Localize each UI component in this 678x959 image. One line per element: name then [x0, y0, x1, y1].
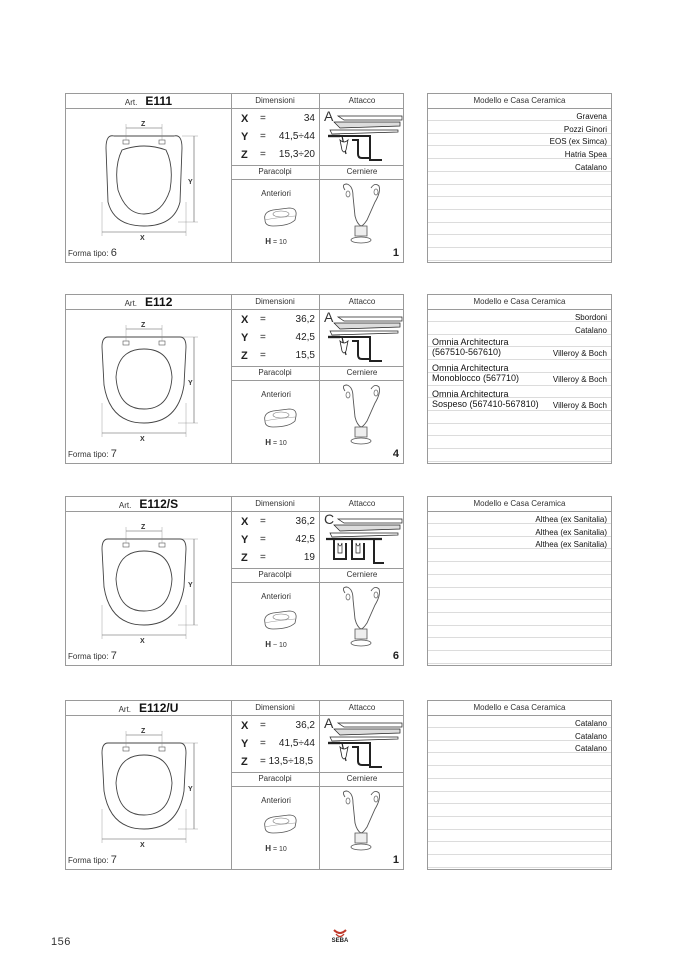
attacco-diagram — [324, 110, 404, 162]
manufacturer: Gravena — [576, 112, 607, 121]
product-section — [65, 700, 612, 870]
manufacturer: Catalano — [574, 744, 607, 754]
dim-y-value: 42,5 — [295, 534, 315, 545]
manufacturer: Hatria Spea — [564, 150, 607, 160]
product-card — [65, 294, 404, 464]
attacco-header: Attacco — [348, 703, 376, 712]
table-rule — [428, 650, 611, 651]
table-rule — [428, 829, 611, 830]
table-rule — [428, 663, 611, 664]
models-table — [427, 93, 612, 263]
bumper-icon — [259, 609, 299, 633]
article-header — [66, 295, 231, 309]
bumper-height: H = 10 — [265, 237, 287, 246]
seat-drawing — [66, 110, 231, 250]
hinge-number: 4 — [392, 448, 399, 460]
attacco-header: Attacco — [348, 499, 376, 508]
dim-x: X = 36,2 — [241, 314, 315, 326]
svg-text:Z: Z — [141, 524, 146, 531]
dim-y-value: 41,5÷44 — [278, 131, 315, 142]
dimensioni-header: Dimensioni — [255, 499, 295, 508]
table-rule — [428, 599, 611, 600]
hinge-number: 1 — [392, 247, 399, 259]
anteriori-label: Anteriori — [261, 390, 291, 399]
table-rule — [428, 612, 611, 613]
paracolpi-header: Paracolpi — [258, 167, 292, 176]
attacco-diagram — [324, 513, 404, 565]
dimensioni-header: Dimensioni — [255, 703, 295, 712]
forma-tipo: Forma tipo: 7 — [68, 448, 117, 460]
dim-y: Y = 42,5 — [241, 332, 315, 344]
manufacturer: Villeroy & Boch — [552, 401, 607, 411]
table-rule — [428, 816, 611, 817]
table-rule — [428, 587, 611, 588]
table-rule — [428, 625, 611, 626]
attacco-letter: A — [324, 309, 334, 325]
cerniere-header: Cerniere — [346, 167, 378, 176]
product-card — [65, 93, 404, 263]
table-rule — [428, 791, 611, 792]
dim-x-value: 36,2 — [295, 516, 315, 527]
paracolpi-header: Paracolpi — [258, 774, 292, 783]
table-rule — [428, 765, 611, 766]
svg-text:X: X — [140, 638, 145, 645]
cerniere-header: Cerniere — [346, 570, 378, 579]
article-header — [66, 94, 231, 108]
manufacturer: Althea (ex Sanitalia) — [535, 527, 607, 537]
anteriori-label: Anteriori — [261, 796, 291, 805]
svg-text:X: X — [140, 235, 145, 242]
cerniere-header: Cerniere — [346, 774, 378, 783]
dim-x-value: 36,2 — [295, 314, 315, 325]
dim-z: Z = 13,5÷18,5 — [241, 756, 314, 768]
model-name — [432, 363, 519, 383]
svg-text:Y: Y — [188, 582, 193, 589]
product-section — [65, 496, 612, 666]
models-header: Modello e Casa Ceramica — [428, 701, 611, 716]
manufacturer: Catalano — [574, 325, 607, 335]
svg-text:Z: Z — [141, 322, 146, 329]
bumper-icon — [259, 206, 299, 230]
models-table — [427, 294, 612, 464]
model-row — [432, 363, 607, 387]
article-code: E112/S — [139, 497, 179, 511]
manufacturer: Althea (ex Sanitalia) — [535, 515, 607, 524]
manufacturer: EOS (ex Simca) — [549, 137, 607, 147]
dim-z: Z = 15,5 — [241, 350, 315, 362]
models-table — [427, 700, 612, 870]
dim-y: Y = 42,5 — [241, 534, 315, 546]
svg-text:Y: Y — [188, 179, 193, 186]
svg-text:Y: Y — [188, 786, 193, 793]
svg-text:Y: Y — [188, 380, 193, 387]
paracolpi-header: Paracolpi — [258, 570, 292, 579]
article-code: E112 — [145, 295, 173, 309]
dim-z-value: = 13,5÷18,5 — [260, 756, 314, 767]
table-rule — [428, 196, 611, 197]
model-name-line1: Omnia Architectura — [432, 363, 509, 374]
models-table — [427, 496, 612, 666]
model-name — [432, 389, 539, 409]
dim-y: Y = 41,5÷44 — [241, 738, 315, 750]
table-rule — [428, 209, 611, 210]
dimensioni-header: Dimensioni — [255, 297, 295, 306]
models-header: Modello e Casa Ceramica — [428, 295, 611, 310]
dim-x: X = 34 — [241, 113, 315, 125]
models-header: Modello e Casa Ceramica — [428, 497, 611, 512]
manufacturer: Villeroy & Boch — [552, 375, 607, 385]
anteriori-label: Anteriori — [261, 189, 291, 198]
manufacturer: Pozzi Ginori — [563, 124, 607, 134]
attacco-diagram — [324, 717, 404, 769]
table-rule — [428, 854, 611, 855]
bumper-icon — [259, 407, 299, 431]
table-rule — [428, 184, 611, 185]
manufacturer: Villeroy & Boch — [552, 349, 607, 359]
anteriori-label: Anteriori — [261, 592, 291, 601]
dim-x-value: 34 — [303, 113, 315, 124]
product-section — [65, 294, 612, 464]
table-rule — [428, 423, 611, 424]
table-rule — [428, 841, 611, 842]
manufacturer: Catalano — [574, 731, 607, 741]
model-name — [432, 337, 509, 357]
hinge-number: 6 — [392, 650, 399, 662]
svg-text:Z: Z — [141, 121, 146, 128]
svg-text:X: X — [140, 842, 145, 849]
bumper-icon — [259, 813, 299, 837]
table-rule — [428, 247, 611, 248]
article-label: Art. — [124, 299, 138, 308]
dim-x: X = 36,2 — [241, 516, 315, 528]
table-rule — [428, 435, 611, 436]
article-label: Art. — [118, 705, 132, 714]
dim-z-value: 19 — [303, 552, 315, 563]
article-header — [66, 701, 231, 715]
attacco-letter: A — [324, 715, 334, 731]
dimensioni-header: Dimensioni — [255, 96, 295, 105]
forma-tipo: Forma tipo: 7 — [68, 650, 117, 662]
table-rule — [428, 448, 611, 449]
dim-y-value: 41,5÷44 — [278, 738, 315, 749]
seat-drawing — [66, 311, 231, 451]
svg-text:Z: Z — [141, 728, 146, 735]
dim-z: Z = 19 — [241, 552, 315, 564]
article-code: E112/U — [139, 701, 179, 715]
forma-tipo: Forma tipo: 6 — [68, 247, 117, 259]
bumper-height: H = 10 — [265, 438, 287, 447]
attacco-header: Attacco — [348, 96, 376, 105]
bumper-height: H ~ 10 — [265, 640, 287, 649]
table-rule — [428, 561, 611, 562]
models-header: Modello e Casa Ceramica — [428, 94, 611, 109]
cerniere-header: Cerniere — [346, 368, 378, 377]
forma-tipo: Forma tipo: 7 — [68, 854, 117, 866]
dim-y: Y = 41,5÷44 — [241, 131, 315, 143]
seat-drawing — [66, 513, 231, 653]
manufacturer: Catalano — [574, 719, 607, 728]
brand-logo — [325, 928, 355, 944]
dim-z: Z = 15,3÷20 — [241, 149, 315, 161]
hinge-icon — [331, 789, 391, 859]
attacco-letter: C — [324, 511, 335, 527]
dim-z-value: 15,5 — [295, 350, 315, 361]
attacco-header: Attacco — [348, 297, 376, 306]
model-name-line2: (567510-567610) — [432, 347, 502, 358]
attacco-letter: A — [324, 108, 334, 124]
table-rule — [428, 778, 611, 779]
dim-x: X = 36,2 — [241, 720, 315, 732]
article-header — [66, 497, 231, 511]
hinge-icon — [331, 182, 391, 252]
model-row — [432, 389, 607, 413]
table-rule — [428, 260, 611, 261]
table-rule — [428, 222, 611, 223]
product-card — [65, 700, 404, 870]
dim-x-value: 36,2 — [295, 720, 315, 731]
product-section — [65, 93, 612, 263]
bumper-height: H = 10 — [265, 844, 287, 853]
model-name-line1: Omnia Architectura — [432, 337, 509, 348]
brand-name: SEBA — [331, 938, 349, 944]
seba-logo-icon — [325, 928, 355, 940]
article-label: Art. — [124, 98, 138, 107]
article-label: Art. — [118, 501, 132, 510]
table-rule — [428, 234, 611, 235]
page-number: 156 — [51, 936, 71, 948]
svg-text:X: X — [140, 436, 145, 443]
table-rule — [428, 574, 611, 575]
table-rule — [428, 867, 611, 868]
product-card — [65, 496, 404, 666]
dim-y-value: 42,5 — [295, 332, 315, 343]
attacco-diagram — [324, 311, 404, 363]
seat-drawing — [66, 717, 231, 857]
dim-z-value: 15,3÷20 — [278, 149, 315, 160]
model-name-line1: Omnia Architectura — [432, 389, 509, 400]
hinge-icon — [331, 383, 391, 453]
table-rule — [428, 637, 611, 638]
manufacturer: Althea (ex Sanitalia) — [535, 540, 607, 550]
table-rule — [428, 461, 611, 462]
paracolpi-header: Paracolpi — [258, 368, 292, 377]
article-code: E111 — [145, 94, 173, 108]
model-name-line2: Monoblocco (567710) — [432, 373, 520, 384]
manufacturer: Sbordoni — [574, 313, 607, 322]
model-row — [432, 337, 607, 361]
manufacturer: Catalano — [574, 162, 607, 172]
model-name-line2: Sospeso (567410-567810) — [432, 399, 539, 410]
hinge-icon — [331, 585, 391, 655]
hinge-number: 1 — [392, 854, 399, 866]
table-rule — [428, 803, 611, 804]
